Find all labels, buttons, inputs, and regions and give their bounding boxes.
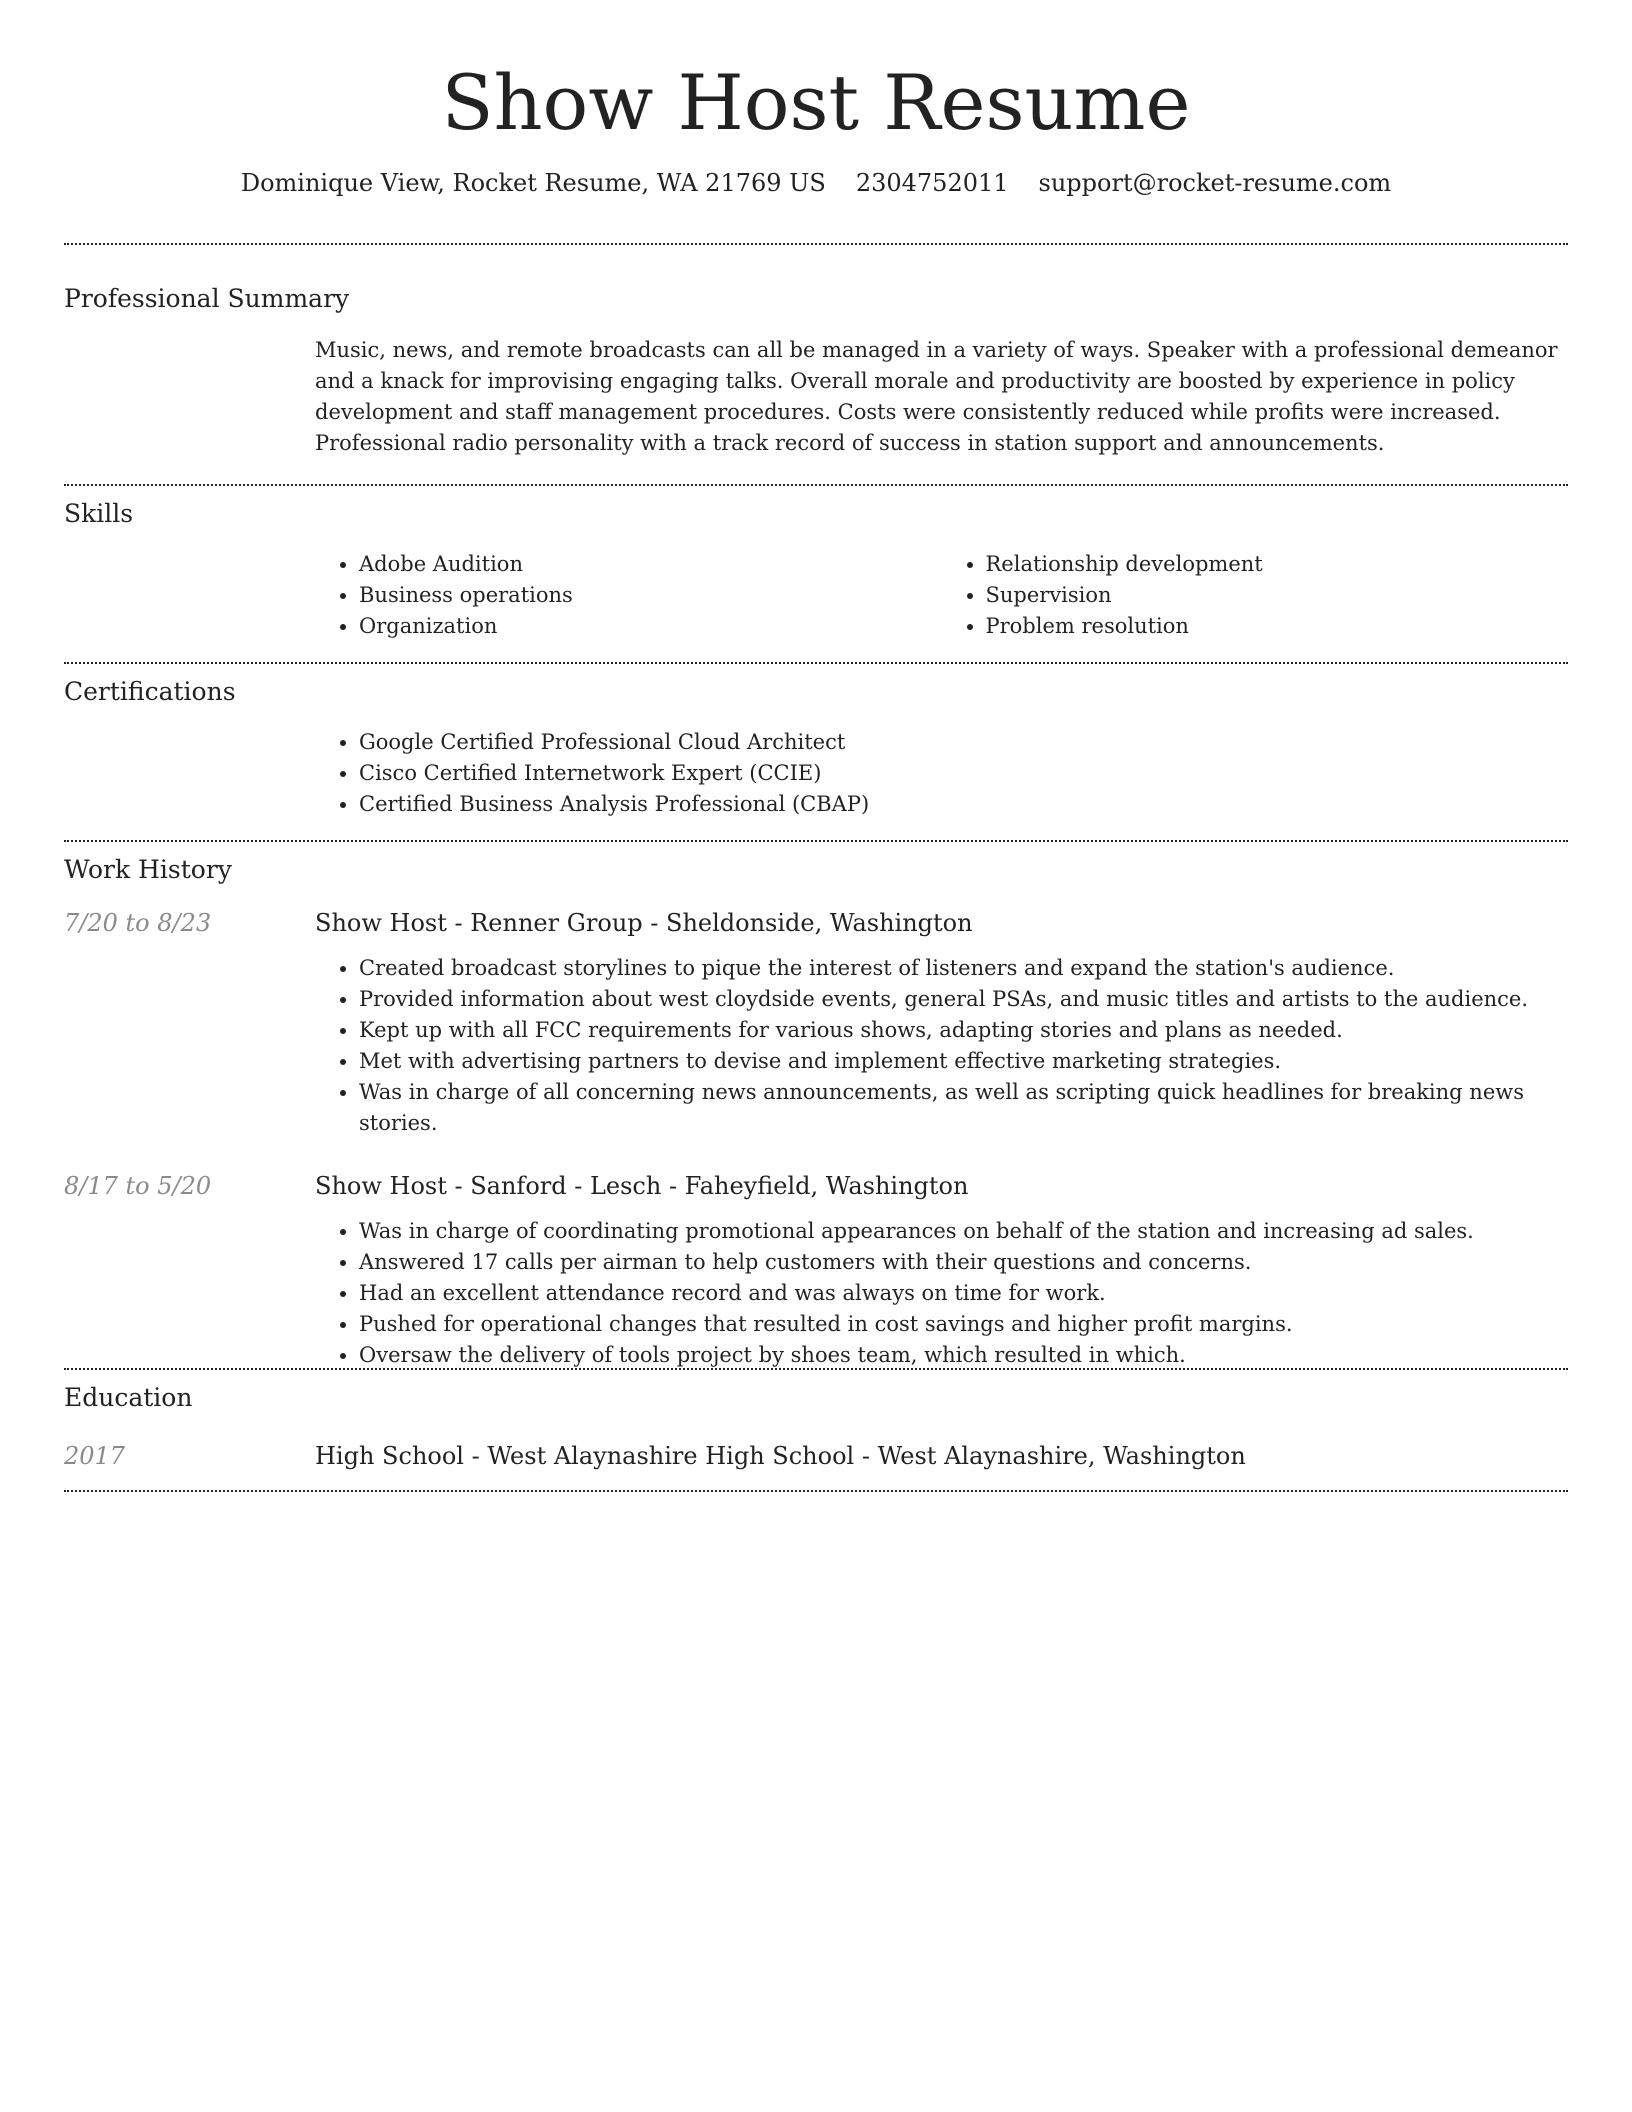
list-item: • Kept up with all FCC requirements for various shows, adapting stories and plans as needed. (359, 1015, 1568, 1046)
list-item: • Relationship development (986, 549, 1569, 580)
education-heading: Education (64, 1383, 193, 1412)
list-item: • Was in charge of all concerning news announcements, as well as scripting quick headlines for breaking news stories. (359, 1077, 1568, 1139)
list-item: • Had an excellent attendance record and was always on time for work. (359, 1278, 1568, 1309)
job-duties (315, 1216, 1568, 1371)
list-item: • Google Certified Professional Cloud Architect (359, 727, 1568, 758)
job-title: Show Host - Renner Group - Sheldonside, Washington (315, 909, 973, 937)
work-heading: Work History (64, 855, 232, 884)
job-entry (64, 1169, 1568, 1371)
list-item: • Organization (359, 611, 942, 642)
certifications-body (315, 727, 1568, 820)
education-details: High School - West Alaynashire High School - West Alaynashire, Washington (315, 1442, 1246, 1470)
list-item: • Pushed for operational changes that resulted in cost savings and higher profit margins. (359, 1309, 1568, 1340)
certifications-section (64, 664, 1568, 840)
job-details (315, 1169, 1568, 1371)
skills-column-right (942, 549, 1569, 642)
job-duties (315, 953, 1568, 1139)
page-title: Show Host Resume (441, 58, 1191, 147)
list-item: • Was in charge of coordinating promotional appearances on behalf of the station and increasing ad sales. (359, 1216, 1568, 1247)
work-section (64, 842, 1568, 1368)
job-title: Show Host - Sanford - Lesch - Faheyfield, Washington (315, 1172, 969, 1200)
skills-section (64, 486, 1568, 662)
list-item: • Certified Business Analysis Professional (CBAP) (359, 789, 1568, 820)
contact-phone: 2304752011 (855, 169, 1009, 197)
summary-heading: Professional Summary (64, 284, 350, 313)
education-year: 2017 (64, 1442, 126, 1470)
list-item: • Created broadcast storylines to pique the interest of listeners and expand the station's audience. (359, 953, 1568, 984)
list-item: • Oversaw the delivery of tools project by shoes team, which resulted in which. (359, 1340, 1568, 1371)
skills-list (315, 549, 1568, 642)
education-entry (64, 1439, 1568, 1473)
skills-column-left (315, 549, 942, 642)
certifications-list (315, 727, 1568, 820)
job-details (315, 906, 1568, 1139)
education-section (64, 1370, 1568, 1490)
list-item: • Answered 17 calls per airman to help customers with their questions and concerns. (359, 1247, 1568, 1278)
list-item: • Met with advertising partners to devise and implement effective marketing strategies. (359, 1046, 1568, 1077)
resume-page (64, 0, 1568, 1492)
job-dates: 7/20 to 8/23 (64, 909, 212, 937)
contact-email: support@rocket-resume.com (1038, 169, 1392, 197)
skills-heading: Skills (64, 499, 134, 528)
list-item: • Adobe Audition (359, 549, 942, 580)
summary-section (64, 245, 1568, 484)
job-entry (64, 906, 1568, 1139)
list-item: • Business operations (359, 580, 942, 611)
contact-address: Dominique View, Rocket Resume, WA 21769 US (240, 169, 826, 197)
list-item: • Problem resolution (986, 611, 1569, 642)
section-divider (64, 1490, 1568, 1492)
summary-text: Music, news, and remote broadcasts can all be managed in a variety of ways. Speaker with a professional demeanor and a knack for improvising engaging talks. Overall morale and productivity are boosted by experience in policy development and staff management procedures. Costs were consistently reduced while profits were increased. Professional radio personality with a track record of success in station support and announcements. (315, 338, 1558, 455)
list-item: • Supervision (986, 580, 1569, 611)
contact-line (64, 163, 1568, 203)
list-item: • Provided information about west cloydside events, general PSAs, and music titles and artists to the audience. (359, 984, 1568, 1015)
list-item: • Cisco Certified Internetwork Expert (CCIE) (359, 758, 1568, 789)
job-dates: 8/17 to 5/20 (64, 1172, 212, 1200)
certifications-heading: Certifications (64, 677, 236, 706)
